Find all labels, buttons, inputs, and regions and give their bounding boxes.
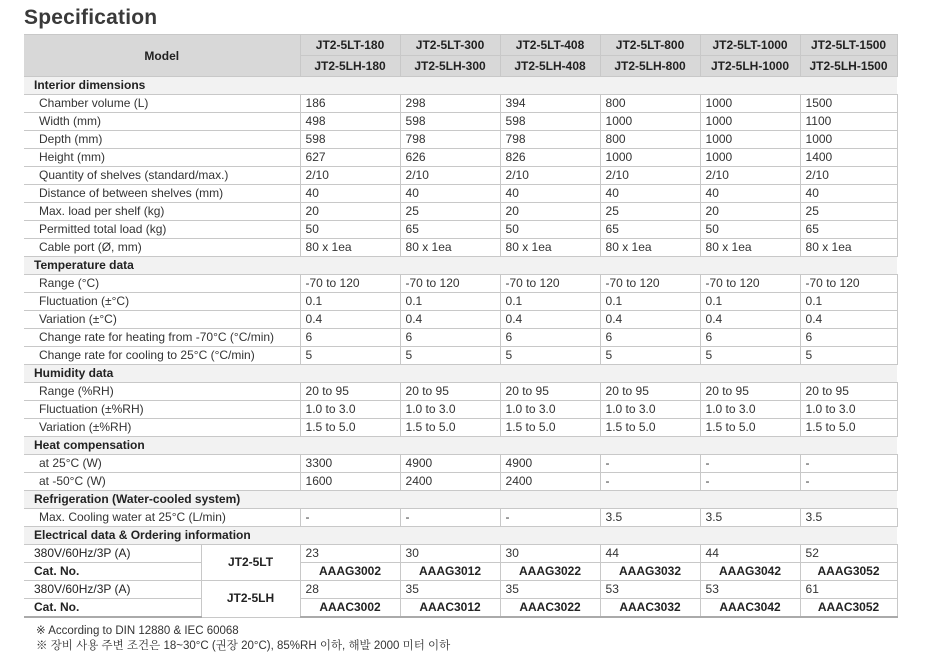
cell-value: 598 xyxy=(300,131,400,149)
cell-value: 65 xyxy=(400,221,500,239)
cell-value: 1000 xyxy=(800,131,897,149)
cell-value: 5 xyxy=(400,347,500,365)
cell-value: 80 x 1ea xyxy=(400,239,500,257)
cell-value: 1.5 to 5.0 xyxy=(300,419,400,437)
cat-number: AAAG3032 xyxy=(600,563,700,581)
cell-value: -70 to 120 xyxy=(600,275,700,293)
cell-value: 2/10 xyxy=(400,167,500,185)
cell-value: 1.0 to 3.0 xyxy=(800,401,897,419)
cell-value: -70 to 120 xyxy=(300,275,400,293)
cell-value: 4900 xyxy=(400,455,500,473)
cell-value: 25 xyxy=(800,203,897,221)
cell-value: 0.1 xyxy=(700,293,800,311)
cell-value: 40 xyxy=(800,185,897,203)
table-row xyxy=(24,311,897,329)
row-label: Depth (mm) xyxy=(24,131,300,149)
cell-value: 40 xyxy=(400,185,500,203)
cell-value: 20 to 95 xyxy=(300,383,400,401)
page-title: Specification xyxy=(24,6,158,29)
cell-value: 35 xyxy=(500,581,600,599)
cell-value: 80 x 1ea xyxy=(300,239,400,257)
model-name: JT2-5LH-1000 xyxy=(700,56,800,77)
cell-value: 1.0 to 3.0 xyxy=(300,401,400,419)
cell-value: 6 xyxy=(500,329,600,347)
cell-value: 1.5 to 5.0 xyxy=(800,419,897,437)
cat-label: Cat. No. xyxy=(24,563,201,581)
cell-value: 80 x 1ea xyxy=(600,239,700,257)
cell-value: - xyxy=(700,473,800,491)
row-label: Distance of between shelves (mm) xyxy=(24,185,300,203)
model-name: JT2-5LT-408 xyxy=(500,35,600,56)
section-header xyxy=(24,527,897,545)
cell-value: 1000 xyxy=(600,149,700,167)
row-label: Change rate for cooling to 25°C (°C/min) xyxy=(24,347,300,365)
section-title: Humidity data xyxy=(24,365,897,383)
row-label: Fluctuation (±%RH) xyxy=(24,401,300,419)
table-row xyxy=(24,95,897,113)
row-label: Height (mm) xyxy=(24,149,300,167)
cat-number: AAAC3032 xyxy=(600,599,700,618)
cell-value: 4900 xyxy=(500,455,600,473)
section-header xyxy=(24,257,897,275)
cell-value: - xyxy=(300,509,400,527)
cell-value: 25 xyxy=(600,203,700,221)
table-row xyxy=(24,563,897,581)
footnotes xyxy=(36,624,450,654)
cell-value: 800 xyxy=(600,95,700,113)
section-header xyxy=(24,77,897,95)
cell-value: 40 xyxy=(700,185,800,203)
cell-value: 627 xyxy=(300,149,400,167)
cell-value: 80 x 1ea xyxy=(500,239,600,257)
cat-number: AAAC3012 xyxy=(400,599,500,618)
model-name: JT2-5LT-1000 xyxy=(700,35,800,56)
cell-value: 298 xyxy=(400,95,500,113)
cell-value: 0.1 xyxy=(600,293,700,311)
table-row xyxy=(24,185,897,203)
cell-value: 35 xyxy=(400,581,500,599)
cell-value: 1.5 to 5.0 xyxy=(700,419,800,437)
cell-value: 80 x 1ea xyxy=(800,239,897,257)
cell-value: 20 to 95 xyxy=(800,383,897,401)
table-row xyxy=(24,599,897,618)
cell-value: - xyxy=(600,455,700,473)
cat-number: AAAG3042 xyxy=(700,563,800,581)
row-label: Quantity of shelves (standard/max.) xyxy=(24,167,300,185)
table-row xyxy=(24,383,897,401)
cell-value: 20 to 95 xyxy=(500,383,600,401)
cat-number: AAAG3052 xyxy=(800,563,897,581)
cell-value: 1100 xyxy=(800,113,897,131)
cell-value: 30 xyxy=(400,545,500,563)
cell-value: -70 to 120 xyxy=(400,275,500,293)
cell-value: 394 xyxy=(500,95,600,113)
table-row xyxy=(24,293,897,311)
cell-value: 80 x 1ea xyxy=(700,239,800,257)
cell-value: 800 xyxy=(600,131,700,149)
header-row xyxy=(24,35,897,56)
row-label: Width (mm) xyxy=(24,113,300,131)
section-title: Heat compensation xyxy=(24,437,897,455)
section-header xyxy=(24,365,897,383)
cell-value: 1.0 to 3.0 xyxy=(600,401,700,419)
cell-value: 0.1 xyxy=(500,293,600,311)
table-row xyxy=(24,221,897,239)
cat-number: AAAG3012 xyxy=(400,563,500,581)
model-header: Model xyxy=(24,35,300,77)
table-row xyxy=(24,347,897,365)
cell-value: 1.5 to 5.0 xyxy=(400,419,500,437)
cell-value: 1000 xyxy=(700,149,800,167)
cell-value: 1500 xyxy=(800,95,897,113)
row-label: Permitted total load (kg) xyxy=(24,221,300,239)
cell-value: 0.1 xyxy=(800,293,897,311)
table-row xyxy=(24,113,897,131)
cell-value: 44 xyxy=(600,545,700,563)
cell-value: 1000 xyxy=(600,113,700,131)
cell-value: 5 xyxy=(700,347,800,365)
cell-value: 30 xyxy=(500,545,600,563)
cell-value: 20 xyxy=(300,203,400,221)
model-name: JT2-5LH-1500 xyxy=(800,56,897,77)
cell-value: 186 xyxy=(300,95,400,113)
cell-value: 1.5 to 5.0 xyxy=(600,419,700,437)
cell-value: 626 xyxy=(400,149,500,167)
table-row xyxy=(24,509,897,527)
cell-value: 498 xyxy=(300,113,400,131)
series-name: JT2-5LT xyxy=(201,545,300,581)
cell-value: 20 xyxy=(500,203,600,221)
table-row xyxy=(24,419,897,437)
cell-value: -70 to 120 xyxy=(500,275,600,293)
table-row xyxy=(24,581,897,599)
table-row xyxy=(24,239,897,257)
cell-value: 0.4 xyxy=(300,311,400,329)
cell-value: -70 to 120 xyxy=(700,275,800,293)
cell-value: 0.4 xyxy=(500,311,600,329)
cell-value: 6 xyxy=(600,329,700,347)
model-name: JT2-5LT-180 xyxy=(300,35,400,56)
row-label: Fluctuation (±°C) xyxy=(24,293,300,311)
table-row xyxy=(24,329,897,347)
cell-value: 1600 xyxy=(300,473,400,491)
cell-value: 3300 xyxy=(300,455,400,473)
row-label: Change rate for heating from -70°C (°C/min) xyxy=(24,329,300,347)
table-row xyxy=(24,203,897,221)
cell-value: - xyxy=(800,455,897,473)
cell-value: 5 xyxy=(500,347,600,365)
row-label: Variation (±%RH) xyxy=(24,419,300,437)
series-name: JT2-5LH xyxy=(201,581,300,618)
cell-value: -70 to 120 xyxy=(800,275,897,293)
cell-value: 40 xyxy=(500,185,600,203)
cell-value: 1400 xyxy=(800,149,897,167)
cell-value: 1000 xyxy=(700,131,800,149)
model-name: JT2-5LT-1500 xyxy=(800,35,897,56)
cell-value: 6 xyxy=(400,329,500,347)
cell-value: 44 xyxy=(700,545,800,563)
cell-value: - xyxy=(700,455,800,473)
cell-value: 2400 xyxy=(400,473,500,491)
cell-value: 2/10 xyxy=(600,167,700,185)
cell-value: - xyxy=(400,509,500,527)
cell-value: 1.0 to 3.0 xyxy=(500,401,600,419)
cell-value: 2400 xyxy=(500,473,600,491)
row-label: Max. load per shelf (kg) xyxy=(24,203,300,221)
model-name: JT2-5LH-408 xyxy=(500,56,600,77)
cell-value: 50 xyxy=(300,221,400,239)
cell-value: 6 xyxy=(800,329,897,347)
cell-value: 6 xyxy=(300,329,400,347)
model-name: JT2-5LT-300 xyxy=(400,35,500,56)
cell-value: 798 xyxy=(400,131,500,149)
row-label: Range (°C) xyxy=(24,275,300,293)
cat-label: Cat. No. xyxy=(24,599,201,618)
cell-value: 65 xyxy=(800,221,897,239)
cell-value: 28 xyxy=(300,581,400,599)
table-row xyxy=(24,131,897,149)
footnote: ※ 장비 사용 주변 조건은 18~30°C (권장 20°C), 85%RH 이하, 해발 2000 미터 이하 xyxy=(36,640,451,652)
cell-value: 0.4 xyxy=(600,311,700,329)
cell-value: 52 xyxy=(800,545,897,563)
section-header xyxy=(24,491,897,509)
cell-value: 0.4 xyxy=(400,311,500,329)
table-row xyxy=(24,545,897,563)
cell-value: 1.0 to 3.0 xyxy=(700,401,800,419)
table-row xyxy=(24,455,897,473)
cell-value: 40 xyxy=(600,185,700,203)
model-name: JT2-5LT-800 xyxy=(600,35,700,56)
spec-table xyxy=(24,34,898,618)
cell-value: 5 xyxy=(800,347,897,365)
section-title: Electrical data & Ordering information xyxy=(24,527,897,545)
table-row xyxy=(24,401,897,419)
cell-value: 40 xyxy=(300,185,400,203)
cell-value: 0.4 xyxy=(700,311,800,329)
cell-value: 6 xyxy=(700,329,800,347)
cell-value: - xyxy=(500,509,600,527)
row-label: Cable port (Ø, mm) xyxy=(24,239,300,257)
cell-value: 3.5 xyxy=(800,509,897,527)
cell-value: 598 xyxy=(500,113,600,131)
cell-value: 23 xyxy=(300,545,400,563)
cell-value: - xyxy=(600,473,700,491)
cell-value: 2/10 xyxy=(700,167,800,185)
cell-value: 25 xyxy=(400,203,500,221)
cell-value: 53 xyxy=(600,581,700,599)
cell-value: 0.1 xyxy=(400,293,500,311)
power-label: 380V/60Hz/3P (A) xyxy=(24,545,201,563)
cell-value: 826 xyxy=(500,149,600,167)
cell-value: 598 xyxy=(400,113,500,131)
section-title: Temperature data xyxy=(24,257,897,275)
cell-value: 20 to 95 xyxy=(700,383,800,401)
table-row xyxy=(24,167,897,185)
cell-value: 50 xyxy=(700,221,800,239)
cell-value: 2/10 xyxy=(800,167,897,185)
cell-value: 53 xyxy=(700,581,800,599)
cell-value: 20 xyxy=(700,203,800,221)
cell-value: 2/10 xyxy=(500,167,600,185)
cell-value: 5 xyxy=(300,347,400,365)
cell-value: 3.5 xyxy=(600,509,700,527)
power-label: 380V/60Hz/3P (A) xyxy=(24,581,201,599)
cell-value: 2/10 xyxy=(300,167,400,185)
cell-value: 50 xyxy=(500,221,600,239)
cell-value: 1000 xyxy=(700,113,800,131)
cell-value: 0.4 xyxy=(800,311,897,329)
section-header xyxy=(24,437,897,455)
cell-value: 1.5 to 5.0 xyxy=(500,419,600,437)
table-row xyxy=(24,275,897,293)
model-name: JT2-5LH-800 xyxy=(600,56,700,77)
cell-value: - xyxy=(800,473,897,491)
row-label: at -50°C (W) xyxy=(24,473,300,491)
section-title: Interior dimensions xyxy=(24,77,897,95)
row-label: Max. Cooling water at 25°C (L/min) xyxy=(24,509,300,527)
footnote: ※ According to DIN 12880 & IEC 60068 xyxy=(36,625,239,637)
cell-value: 798 xyxy=(500,131,600,149)
row-label: Variation (±°C) xyxy=(24,311,300,329)
row-label: Chamber volume (L) xyxy=(24,95,300,113)
cell-value: 20 to 95 xyxy=(600,383,700,401)
cell-value: 65 xyxy=(600,221,700,239)
cell-value: 1000 xyxy=(700,95,800,113)
cell-value: 3.5 xyxy=(700,509,800,527)
cat-number: AAAG3022 xyxy=(500,563,600,581)
cell-value: 5 xyxy=(600,347,700,365)
model-name: JT2-5LH-300 xyxy=(400,56,500,77)
cell-value: 1.0 to 3.0 xyxy=(400,401,500,419)
cell-value: 20 to 95 xyxy=(400,383,500,401)
cell-value: 61 xyxy=(800,581,897,599)
cat-number: AAAC3052 xyxy=(800,599,897,618)
table-row xyxy=(24,149,897,167)
cat-number: AAAG3002 xyxy=(300,563,400,581)
cat-number: AAAC3002 xyxy=(300,599,400,618)
cell-value: 0.1 xyxy=(300,293,400,311)
cat-number: AAAC3022 xyxy=(500,599,600,618)
row-label: Range (%RH) xyxy=(24,383,300,401)
section-title: Refrigeration (Water-cooled system) xyxy=(24,491,897,509)
row-label: at 25°C (W) xyxy=(24,455,300,473)
cat-number: AAAC3042 xyxy=(700,599,800,618)
model-name: JT2-5LH-180 xyxy=(300,56,400,77)
table-row xyxy=(24,473,897,491)
